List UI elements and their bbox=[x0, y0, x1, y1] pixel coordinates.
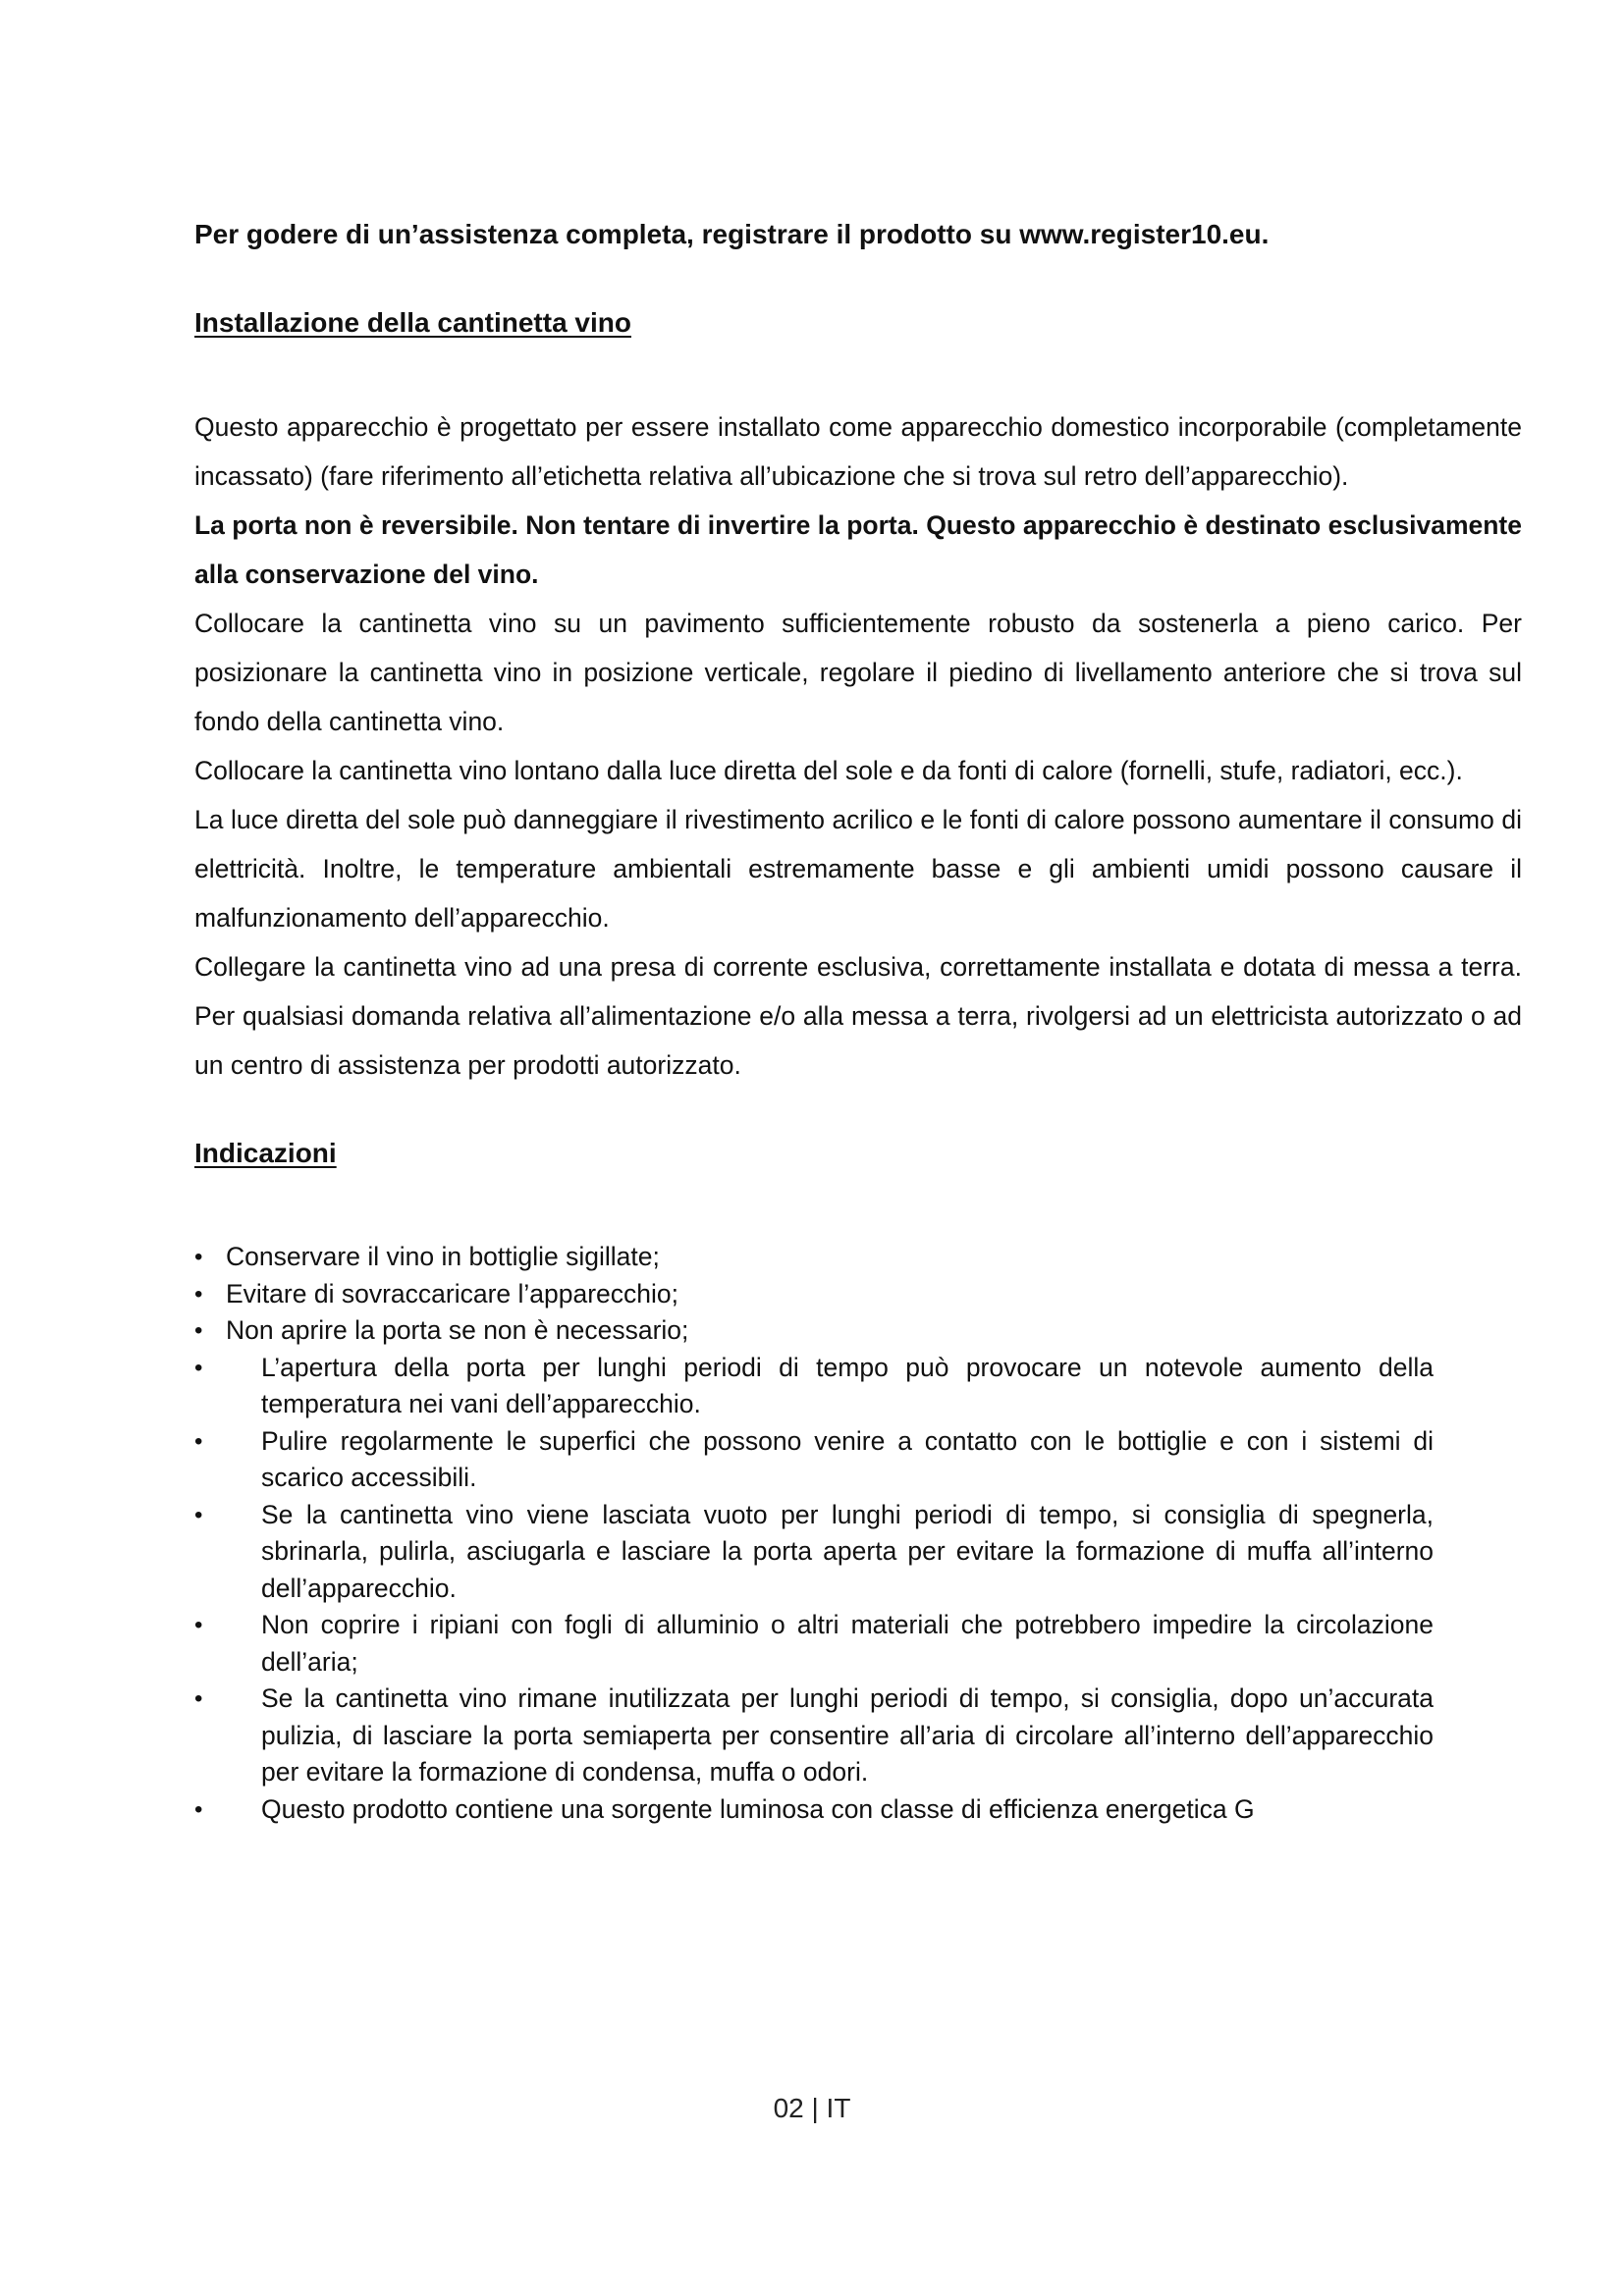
list-item bbox=[194, 1423, 1522, 1497]
list-item-text: Non aprire la porta se non è necessario; bbox=[226, 1315, 689, 1345]
bullet-icon: • bbox=[194, 1427, 203, 1455]
installation-body bbox=[194, 402, 1522, 1090]
bullet-icon: • bbox=[194, 1244, 203, 1270]
door-warning-paragraph: La porta non è reversibile. Non tentare di invertire la porta. Questo apparecchio è destinato esclusivamente alla conservazione del vino. bbox=[194, 510, 1522, 589]
bullet-icon: • bbox=[194, 1795, 203, 1823]
list-item bbox=[194, 1681, 1522, 1791]
list-item bbox=[194, 1239, 1522, 1276]
bullet-icon: • bbox=[194, 1280, 203, 1308]
installation-paragraph: Collegare la cantinetta vino ad una presa di corrente esclusiva, correttamente installata e dotata di messa a terra. Per qualsiasi domanda relativa all’alimentazione e/o alla messa a terra, rivolgersi ad un elettricista autorizzato o ad un centro di assistenza per prodotti autorizzato. bbox=[194, 952, 1522, 1080]
indications-list bbox=[194, 1239, 1522, 1828]
list-item-text: Questo prodotto contiene una sorgente luminosa con classe di efficienza energetica G bbox=[261, 1793, 1255, 1824]
list-item-text: Se la cantinetta vino rimane inutilizzata per lunghi periodi di tempo, si consiglia, dopo un’accurata pulizia, di lasciare la porta semiaperta per consentire all’aria di circolare all’interno dell’apparecchio per evitare la formazione di condensa, muffa o odori. bbox=[261, 1683, 1434, 1787]
registration-notice: Per godere di un’assistenza completa, registrare il prodotto su www.register10.eu. bbox=[194, 219, 1270, 249]
page-content bbox=[194, 214, 1522, 1828]
bullet-icon: • bbox=[194, 1501, 203, 1528]
list-item-text: Conservare il vino in bottiglie sigillate; bbox=[226, 1242, 660, 1271]
installation-heading: Installazione della cantinetta vino bbox=[194, 307, 631, 338]
list-item bbox=[194, 1791, 1522, 1829]
bullet-icon: • bbox=[194, 1354, 203, 1381]
list-item bbox=[194, 1350, 1522, 1423]
list-item bbox=[194, 1312, 1522, 1350]
list-item bbox=[194, 1607, 1522, 1681]
bullet-icon: • bbox=[194, 1317, 203, 1344]
installation-paragraph: La luce diretta del sole può danneggiare il rivestimento acrilico e le fonti di calore possono aumentare il consumo di elettricità. Inoltre, le temperature ambientali estremamente basse e gli ambienti umidi possono causare il malfunzionamento dell’apparecchio. bbox=[194, 805, 1522, 933]
list-item-text: Se la cantinetta vino viene lasciata vuoto per lunghi periodi di tempo, si consiglia di spegnerla, sbrinarla, pulirla, asciugarla e lasciare la porta aperta per evitare la formazione di muffa all’interno dell’apparecchio. bbox=[261, 1499, 1434, 1603]
list-item bbox=[194, 1497, 1522, 1608]
installation-paragraph: Collocare la cantinetta vino su un pavimento sufficientemente robusto da sostenerla a pieno carico. Per posizionare la cantinetta vino in posizione verticale, regolare il piedino di livellamento anteriore che si trova sul fondo della cantinetta vino. bbox=[194, 609, 1522, 736]
list-item-text: Non coprire i ripiani con fogli di alluminio o altri materiali che potrebbero impedire la circolazione dell’aria; bbox=[261, 1610, 1434, 1677]
list-item bbox=[194, 1276, 1522, 1313]
installation-paragraph: Questo apparecchio è progettato per essere installato come apparecchio domestico incorporabile (completamente incassato) (fare riferimento all’etichetta relativa all’ubicazione che si trova sul retro dell’apparecchio). bbox=[194, 412, 1522, 491]
bullet-icon: • bbox=[194, 1612, 203, 1638]
indications-heading: Indicazioni bbox=[194, 1138, 337, 1168]
page-number: 02 | IT bbox=[773, 2093, 851, 2123]
list-item-text: Pulire regolarmente le superfici che possono venire a contatto con le bottiglie e con i sistemi di scarico accessibili. bbox=[261, 1425, 1434, 1492]
list-item-text: Evitare di sovraccaricare l’apparecchio; bbox=[226, 1278, 679, 1308]
bullet-icon: • bbox=[194, 1685, 203, 1712]
list-item-text: L’apertura della porta per lunghi periodi di tempo può provocare un notevole aumento della temperatura nei vani dell’apparecchio. bbox=[261, 1352, 1434, 1418]
installation-paragraph: Collocare la cantinetta vino lontano dalla luce diretta del sole e da fonti di calore (fornelli, stufe, radiatori, ecc.). bbox=[194, 756, 1463, 785]
